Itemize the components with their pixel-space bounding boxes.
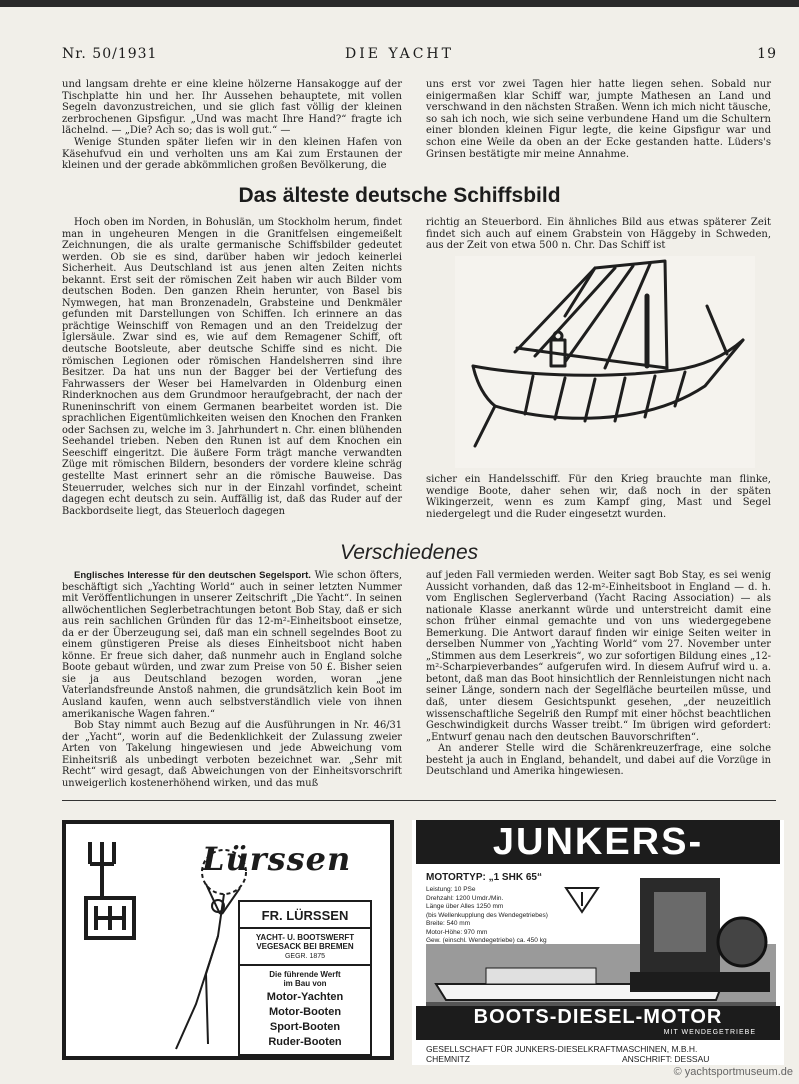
issue-number: Nr. 50/1931 — [62, 46, 158, 62]
luerssen-slogan: Die führende Werft — [269, 970, 341, 979]
ship-engraving-illustration — [455, 256, 755, 468]
article2-paragraph: auf jeden Fall vermieden werden. Weiter sagt Bob Stay, es sei wenig Aussicht vorhanden, daß das 12-m²-Einheitsboot in England — d. h. vom Englischen Seglerverband (Yacht Racing Association) — als nationale Klasse anerkannt würde und unterstreicht damit eine schon früher einmal gemachte und von uns wiedergegebene Bemerkung. Die Antwort darauf finden wir einige Seiten weiter in derselben Nummer von „Yachting World“ vom 27. November unter „Stimmen aus dem Leserkreis“, wo zur sofortigen Bildung eines „12-m²-Scharpieverbandes“ aufgerufen wird. In diesem Aufruf wird u. a. betont, daß man das Boot hinsichtlich der Rennleistungen nicht nach seiner Länge, sondern nach der Segelfläche beurteilen müsse, und daß, unter diesem Gesichtspunkt gesehen, „der neuzeitlich wissenschaftliche Segelriß den Rumpf mit einer höchst beachtlichen Geschwindigkeit durchs Wasser treibt.“ Im übrigen wird gefordert: „Entwurf genau nach den deutschen Bauvorschriften“. — [426, 570, 771, 743]
luerssen-slogan: im Bau von — [283, 979, 327, 988]
spec-line: Gew. (einschl. Wendegetriebe) ca. 450 kg — [426, 937, 547, 944]
article2-lead: Englisches Interesse für den deutschen Segelsport. — [74, 570, 311, 581]
article1-right-bottom — [426, 474, 771, 520]
page-number: 19 — [757, 46, 777, 62]
article1-text: sicher ein Handelsschiff. Für den Krieg brauchte man flinke, wendige Boote, daher sehen wir, daß noch in der späten Wikingerzeit, wenn es zum Kampf ging, Mast und Segel niedergelegt und die Ruder eingesetzt wurden. — [426, 474, 771, 520]
junkers-city: CHEMNITZ — [426, 1054, 470, 1064]
luerssen-product: Motor-Yachten — [266, 991, 344, 1003]
spec-line: Drehzahl: 1200 Umdr./Min. — [426, 894, 504, 902]
junkers-brand: JUNKERS- — [416, 820, 780, 864]
spec-line: Länge über Alles 1250 mm — [426, 903, 504, 910]
spec-line: Motor-Höhe: 970 mm — [426, 928, 488, 936]
luerssen-location: VEGESACK BEI BREMEN — [256, 942, 354, 951]
luerssen-info-box — [238, 900, 372, 1056]
luerssen-product: Sport-Booten — [269, 1021, 341, 1033]
article1-text: richtig an Steuerbord. Ein ähnliches Bild aus etwas späterer Zeit findet sich auch auf einem Grabstein von Häggeby in Schweden, aus der Zeit von etwa 500 n. Chr. Das Schiff ist — [426, 217, 771, 252]
scan-top-edge — [0, 0, 799, 7]
junkers-motortyp: MOTORTYP: „1 SHK 65“ — [426, 872, 542, 883]
article-title: Das älteste deutsche Schiffsbild — [238, 184, 561, 207]
junkers-address: ANSCHRIFT: DESSAU — [622, 1054, 710, 1064]
magazine-title: DIE YACHT — [345, 46, 454, 62]
article2-right-column — [426, 570, 771, 778]
article2-left-column — [62, 570, 402, 789]
junkers-banner — [416, 1006, 780, 1040]
watermark: © yachtsportmuseum.de — [673, 1066, 793, 1078]
spec-line: (bis Wellenkupplung des Wendegetriebes) — [426, 911, 548, 919]
story-paragraph: uns erst vor zwei Tagen hier hatte liegen sehen. Sobald nur einigermaßen klar Schiff war, jumpte Mathesen an Land und verschwand in den nächsten Straßen. Wenn ich mich nicht täusche, so sah ich noch, wie sich seine verbundene Hand um die Schultern einer blonden kleinen Figur legte, die keine Gipsfigur war und schon eine Weile da oben an der Ecke gestanden hatte. Lüders's Grinsen bestätigte mir meine Annahme. — [426, 79, 771, 160]
luerssen-advertisement — [62, 820, 394, 1060]
junkers-company: GESELLSCHAFT FÜR JUNKERS-DIESELKRAFTMASCHINEN, M.B.H. — [426, 1044, 698, 1054]
ads-divider — [62, 800, 776, 801]
luerssen-script-logo: Lürssen — [202, 840, 352, 878]
luerssen-product: Motor-Booten — [268, 1006, 342, 1018]
story-right-column — [426, 79, 771, 160]
story-paragraph: und langsam drehte er eine kleine hölzerne Hansakogge auf der Tischplatte hin und her. Ihr Aussehen behauptete, mit vollen Segeln davonzustreichen, und sie glich fast völlig der kleinen zerbrochenen Gipsfigur. „Und was macht Ihre Hand?“ fragte ich lächelnd. — „Die? Ach so; das is woll gut.“ — — [62, 79, 402, 137]
spec-line: Leistung: 10 PSe — [426, 886, 476, 893]
article2-text: Wie schon öfters, beschäftigt sich „Yachting World“ auch in seiner letzten Nummer mit Veröffentlichungen in unserer Zeitschrift „Die Yacht“. In seinen allwöchentlichen Seglerbetrachtungen betont Bob Stay, daß er sich aus rein sachlichen Gründen für das 12-m²-Einheitsboot einsetze, da er der Überzeugung sei, daß man ein schnell segelndes Boot zu einem günstigeren Preise als dieses Einheitsboot nicht haben könne. Er freue sich daher, daß nunmehr auch in England solche Boote gebaut würden, und zwar zum Preise von 50 £. Bisher seien sie ja aus Deutschland bezogen worden, woran „jene Vaterlandsfreunde Anstoß nahmen, die grundsätzlich kein Boot im Ausland kaufen, wenn auch selbstverständlich viele von ihnen amerikanische Wagen fahren.“ — [62, 570, 402, 720]
luerssen-trident-logo — [80, 838, 144, 948]
article1-text: Hoch oben im Norden, in Bohuslän, um Stockholm herum, findet man in ungeheuren Mengen in die Granitfelsen eingemeißelt Zeichnungen, die als uralte germanische Schiffsbilder gedeutet werden. Ob sie es sind, darüber haben wir jedoch keinerlei Sicherheit. Aus Deutschland ist aus jenen alten Zeiten nichts bekannt. Erst seit der römischen Zeit haben wir auch Bilder vom deutschen Boden. Den ganzen Rhein herunter, von Basel bis Nymwegen, hat man Bronzenadeln, Grabsteine und Denkmäler gefunden mit Darstellungen von Schiffen. Ich erinnere an das prächtige Weinschiff von Remagen und an den Treidelzug der Iglersäule. Zwar sind es, wie auf dem Remagener Schiff, oft deutsche Bootsleute, aber deutsche Schiffe sind es nicht. Die römischen Legionen oder römischen Handelsherren sind ihre Besitzer. Da hat uns nun der Bagger bei der Vertiefung des Fahrwassers der Weser bei Hamelvarden in Oldenburg einen Rinderknochen aus dem Grundmoor heraufgebracht, der nach der Runeninschrift von einem Germanen bearbeitet worden ist. Die sprachlichen Eigentümlichkeiten weisen den Knochen den Franken oder Sachsen zu, welche im 3. Jahrhundert n. Chr. einen blühenden Seehandel trieben. Neben den Runen ist auf dem Knochen ein Seeschiff eingeritzt. Die äußere Form trägt manche verwandten Züge mit römischen Bildern, besonders der vordere kleine schräg gestellte Mast erinnert sehr an die römische Bauweise. Das Steuerruder, welches sich nur in der Einzahl vorfindet, scheint dagegen echt deutsch zu sein. Auffällig ist, daß das Ruder auf der Backbordseite liegt, das Steuerloch dagegen — [62, 217, 402, 517]
luerssen-yard: YACHT- U. BOOTSWERFT — [255, 933, 355, 942]
junkers-advertisement — [412, 820, 784, 1065]
story-left-column — [62, 79, 402, 172]
article1-right-top — [426, 217, 771, 252]
story-paragraph: Wenige Stunden später liefen wir in den kleinen Hafen von Käsehufvud ein und verholten uns am Kai zum Erstaunen der kleinen und der gerade abkömmlichen großen Bevölkerung, die — [62, 136, 402, 172]
article1-left-column — [62, 217, 402, 517]
diesel-engine-illustration — [630, 872, 770, 1004]
luerssen-product: Ruder-Booten — [268, 1036, 342, 1048]
luerssen-founded: GEGR. 1875 — [240, 951, 370, 966]
junkers-specs — [426, 886, 548, 946]
spec-line: Breite: 540 mm — [426, 920, 471, 927]
junkers-emblem-icon — [562, 884, 602, 916]
article2-paragraph: An anderer Stelle wird die Schärenkreuzerfrage, eine solche besteht ja auch in England, behandelt, und dabei auf die Vorzüge in Deutschland und Amerika hingewiesen. — [426, 743, 771, 778]
section-title: Verschiedenes — [340, 541, 479, 564]
luerssen-firm: FR. LÜRSSEN — [240, 902, 370, 929]
article2-lead-paragraph — [62, 570, 402, 720]
banner-subtitle: MIT WENDEGETRIEBE — [663, 1029, 756, 1036]
article2-paragraph: Bob Stay nimmt auch Bezug auf die Ausführungen in Nr. 46/31 der „Yacht“, worin auf die Bedenklichkeit der Zulassung zweier Arten von Takelung hingewiesen und jede Abweichung vom Einheitsriß als unbedingt verboten bezeichnet war. „Sehr mit Recht“ wird gesagt, daß Abweichungen von der Einheitsvorschrift unweigerlich kostenerhöhend wirken, und das muß — [62, 720, 402, 789]
banner-title: BOOTS-DIESEL-MOTOR — [473, 1006, 723, 1028]
